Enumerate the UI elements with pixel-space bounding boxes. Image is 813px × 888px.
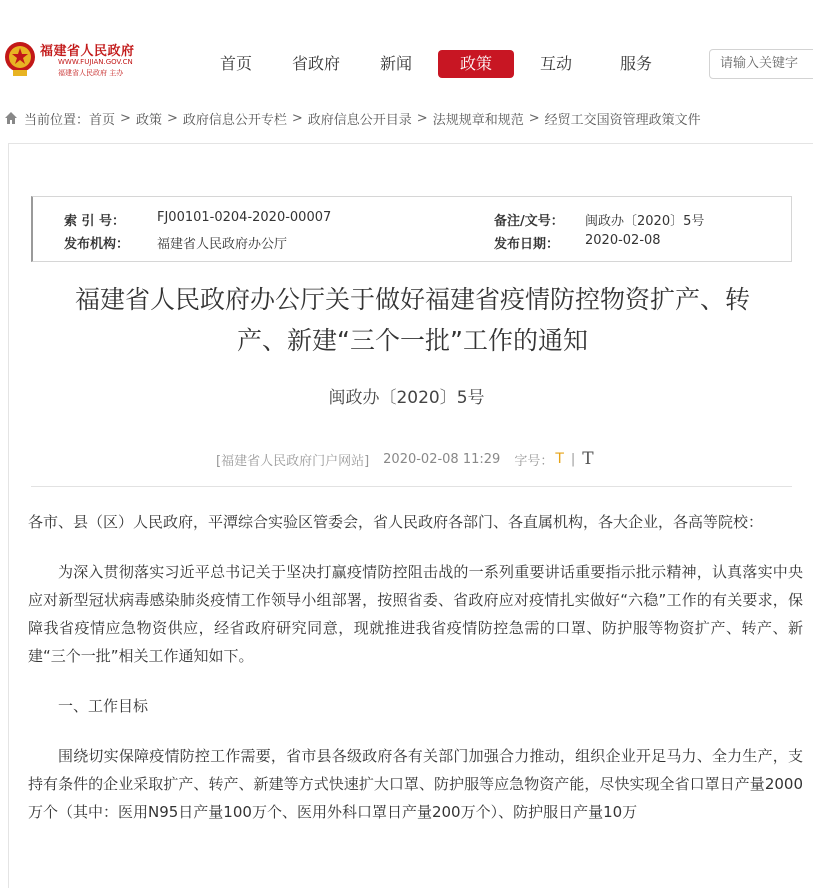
article-title-line-1: 福建省人民政府办公厅关于做好福建省疫情防控物资扩产、转 <box>74 285 750 314</box>
doc-number-label: 备注/文号： <box>494 214 564 229</box>
nav-policy[interactable]: 政策 <box>438 50 514 78</box>
nav-provincial-gov[interactable]: 省政府 <box>291 54 340 73</box>
article-source-line <box>216 449 594 469</box>
home-icon <box>4 111 18 125</box>
font-size-separator: | <box>570 451 576 467</box>
breadcrumb-info-disclosure[interactable]: 政府信息公开专栏 <box>182 112 287 128</box>
article-title-line-2: 产、新建“三个一批”工作的通知 <box>237 326 588 355</box>
document-meta-box <box>31 196 792 262</box>
font-size-label: 字号： <box>514 453 554 469</box>
article-title <box>20 279 805 361</box>
nav-interaction[interactable]: 互动 <box>539 54 572 73</box>
doc-number-value: 闽政办〔2020〕5号 <box>585 214 705 229</box>
index-number-value: FJ00101-0204-2020-00007 <box>157 210 332 225</box>
breadcrumb-separator: > <box>528 110 540 126</box>
breadcrumb-separator: > <box>416 110 428 126</box>
site-domain: WWW.FUJIAN.GOV.CN <box>58 58 133 66</box>
nav-home[interactable]: 首页 <box>219 54 252 73</box>
site-sub: 福建省人民政府 主办 <box>58 69 124 77</box>
breadcrumb-prefix: 当前位置： <box>24 112 90 128</box>
breadcrumb <box>4 108 701 128</box>
publish-date-value: 2020-02-08 <box>585 233 661 248</box>
paragraph-goals: 围绕切实保障疫情防控工作需要，省市县各级政府各有关部门加强合力推动，组织企业开足马力、全力生产，支持有条件的企业采取扩产、转产、新建等方式快速扩大口罩、防护服等应急物资产能，尽快实现全省口罩日产量2000万个（其中：医用N95日产量100万个、医用外科口罩日产量200万个）、防护服日产量10万 <box>28 747 803 821</box>
breadcrumb-info-catalog[interactable]: 政府信息公开目录 <box>307 112 412 128</box>
breadcrumb-separator: > <box>120 110 131 126</box>
breadcrumb-separator: > <box>166 110 178 126</box>
section-heading-goals: 一、工作目标 <box>58 697 149 715</box>
paragraph-addressees: 各市、县（区）人民政府，平潭综合实验区管委会，省人民政府各部门、各直属机构，各大企业，各高等院校： <box>28 513 764 531</box>
publisher-value: 福建省人民政府办公厅 <box>157 237 288 252</box>
breadcrumb-separator: > <box>291 110 303 126</box>
main-nav <box>196 50 676 78</box>
article-datetime: 2020-02-08 11:29 <box>383 451 501 467</box>
breadcrumb-regulations[interactable]: 法规规章和规范 <box>432 112 524 128</box>
font-size-large-button[interactable]: T <box>582 449 594 469</box>
search-input[interactable]: 请输入关键字 <box>709 49 813 79</box>
divider <box>31 486 792 487</box>
site-header <box>0 0 813 100</box>
publish-date-label: 发布日期： <box>494 237 560 252</box>
index-number-label: 索 引 号： <box>64 214 126 229</box>
paragraph-intro: 为深入贯彻落实习近平总书记关于坚决打赢疫情防控阻击战的一系列重要讲话重要指示批示精神，认真落实中央应对新型冠状病毒感染肺炎疫情工作领导小组部署，按照省委、省政府应对疫情扎实做好“六稳”工作的有关要求，保障我省疫情应急物资供应，经省政府研究同意，现就推进我省疫情防控急需的口罩、防护服等物资扩产、转产、新建“三个一批”相关工作通知如下。 <box>28 563 803 665</box>
breadcrumb-home[interactable]: 首页 <box>89 112 116 128</box>
site-title[interactable]: 福建省人民政府 <box>40 44 135 59</box>
nav-services[interactable]: 服务 <box>619 54 652 73</box>
nav-news[interactable]: 新闻 <box>379 54 412 73</box>
breadcrumb-policy[interactable]: 政策 <box>135 112 162 128</box>
publisher-label: 发布机构： <box>64 237 130 252</box>
breadcrumb-trade-policy[interactable]: 经贸工交国资管理政策文件 <box>544 112 701 128</box>
national-emblem-icon[interactable] <box>4 40 36 78</box>
article-source[interactable]: [福建省人民政府门户网站] <box>216 453 370 469</box>
document-number: 闽政办〔2020〕5号 <box>328 388 485 408</box>
font-size-small-button[interactable]: T <box>555 451 564 467</box>
article-body <box>28 508 803 848</box>
